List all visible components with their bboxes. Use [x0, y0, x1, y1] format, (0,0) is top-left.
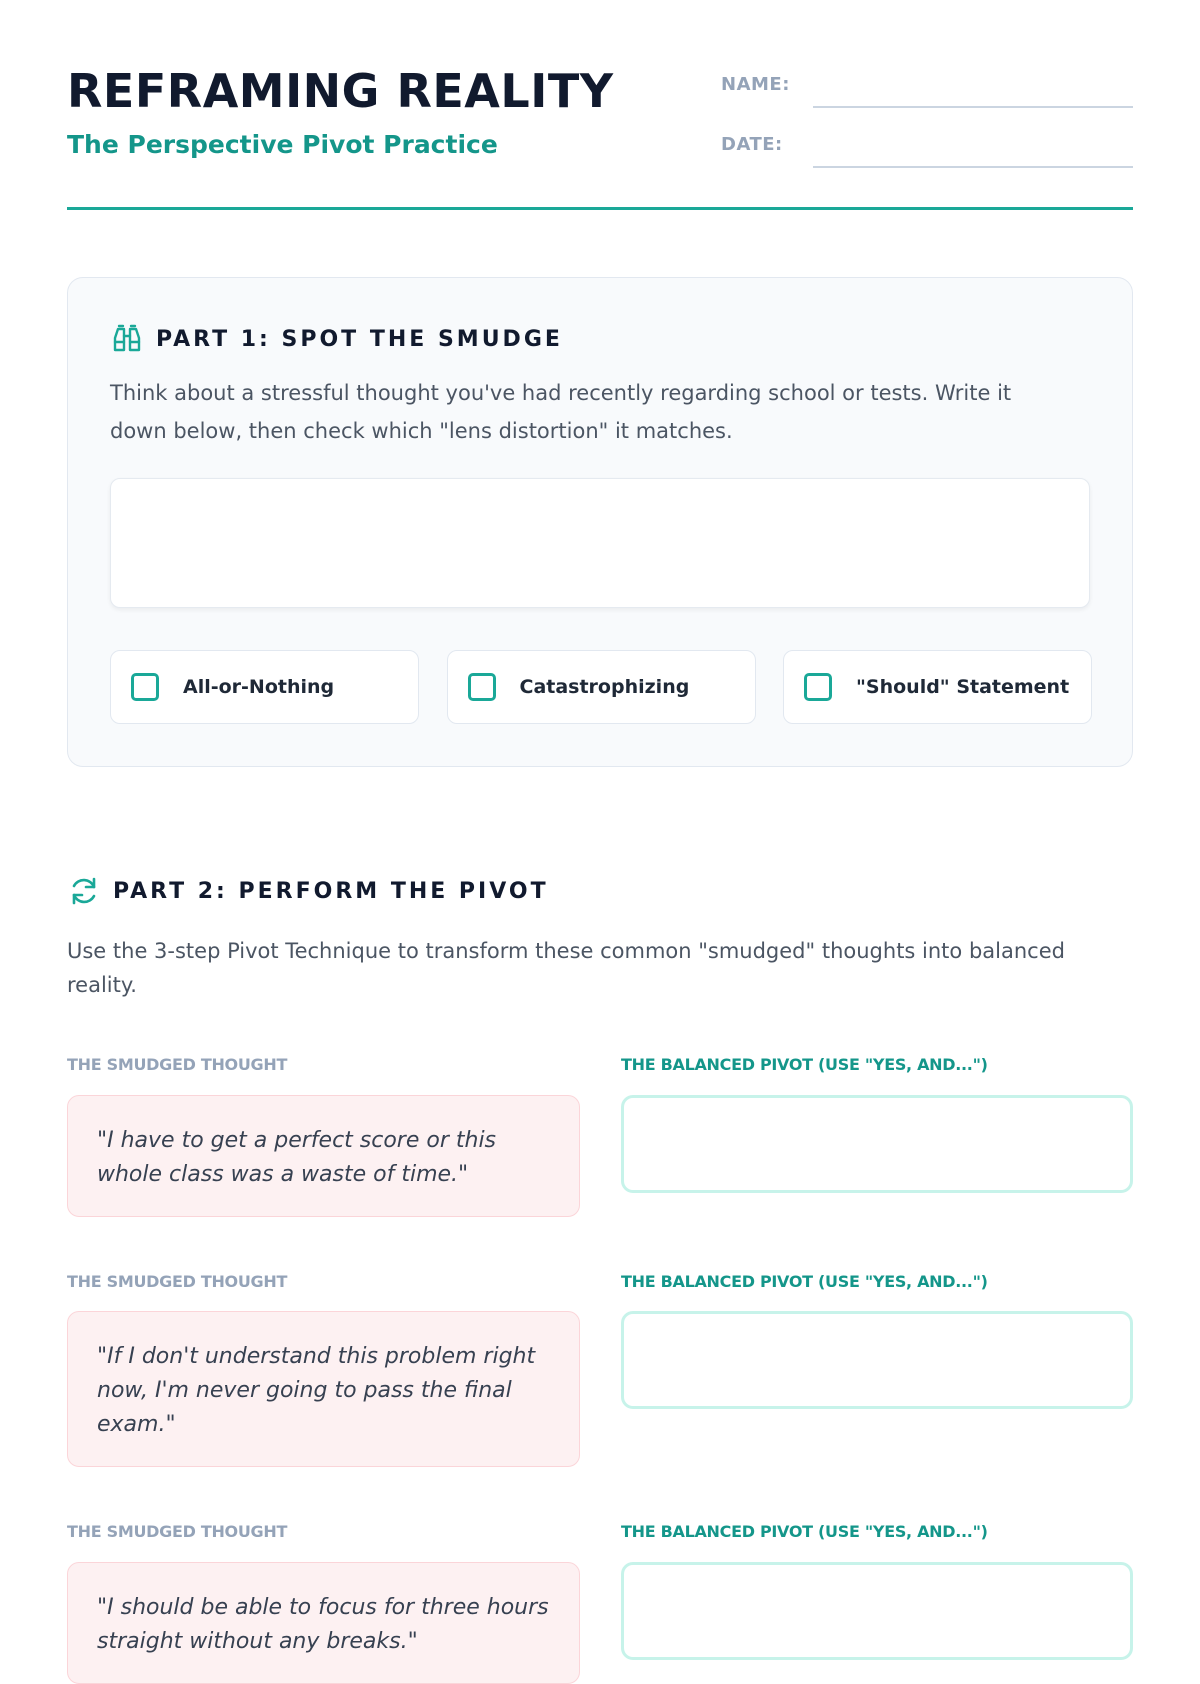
- name-input-line[interactable]: [813, 106, 1133, 108]
- balanced-pivot-label: THE BALANCED PIVOT (USE "YES, AND..."): [621, 1272, 988, 1291]
- smudged-thought-label: THE SMUDGED THOUGHT: [67, 1522, 288, 1541]
- balanced-pivot-label: THE BALANCED PIVOT (USE "YES, AND..."): [621, 1055, 988, 1074]
- option-should-statement[interactable]: [783, 650, 1092, 724]
- refresh-icon: [67, 874, 101, 908]
- all-or-nothing-checkbox[interactable]: [131, 673, 159, 701]
- part2-instructions: Use the 3-step Pivot Technique to transform these common "smudged" thoughts into balanced reality.: [67, 939, 1065, 997]
- should-statement-checkbox[interactable]: [804, 673, 832, 701]
- page-title: REFRAMING REALITY: [67, 64, 614, 118]
- option-all-or-nothing[interactable]: [110, 650, 419, 724]
- balanced-pivot-input[interactable]: [621, 1562, 1133, 1660]
- smudged-thought-card: [67, 1311, 580, 1467]
- date-label: DATE:: [721, 134, 783, 155]
- smudged-thought-card: [67, 1562, 580, 1684]
- option-label: Catastrophizing: [519, 676, 690, 698]
- option-catastrophizing[interactable]: [447, 650, 756, 724]
- page-subtitle: The Perspective Pivot Practice: [67, 130, 498, 159]
- smudged-thought-text: "I should be able to focus for three hours straight without any breaks.": [97, 1595, 549, 1654]
- part1-card: [67, 277, 1133, 767]
- header-divider: [67, 207, 1133, 210]
- balanced-pivot-input[interactable]: [621, 1095, 1133, 1193]
- option-label: All-or-Nothing: [183, 676, 335, 698]
- part1-instructions: Think about a stressful thought you've had recently regarding school or tests. Write it down below, then check which "lens distortion" it matches.: [110, 381, 1012, 443]
- part1-title: PART 1: SPOT THE SMUDGE: [156, 326, 563, 352]
- part2-heading: [67, 874, 549, 908]
- name-field[interactable]: [721, 72, 1133, 102]
- smudged-thought-text: "I have to get a perfect score or this whole class was a waste of time.": [97, 1128, 497, 1187]
- date-field[interactable]: [721, 132, 1133, 162]
- date-input-line[interactable]: [813, 166, 1133, 168]
- catastrophizing-checkbox[interactable]: [468, 673, 496, 701]
- part1-heading: [110, 322, 563, 356]
- lens-distortion-options: [110, 650, 1092, 724]
- smudged-thought-text: "If I don't understand this problem right now, I'm never going to pass the final exam.": [97, 1344, 536, 1437]
- smudged-thought-label: THE SMUDGED THOUGHT: [67, 1055, 288, 1074]
- option-label: "Should" Statement: [856, 676, 1070, 698]
- worksheet-header: [67, 0, 1133, 210]
- smudged-thought-label: THE SMUDGED THOUGHT: [67, 1272, 288, 1291]
- name-label: NAME:: [721, 74, 790, 95]
- smudged-thought-card: [67, 1095, 580, 1217]
- worksheet-page: [67, 0, 1133, 1654]
- binoculars-icon: [110, 322, 144, 356]
- balanced-pivot-label: THE BALANCED PIVOT (USE "YES, AND..."): [621, 1522, 988, 1541]
- balanced-pivot-input[interactable]: [621, 1311, 1133, 1409]
- stressful-thought-input[interactable]: [110, 478, 1090, 608]
- part2-title: PART 2: PERFORM THE PIVOT: [113, 878, 549, 904]
